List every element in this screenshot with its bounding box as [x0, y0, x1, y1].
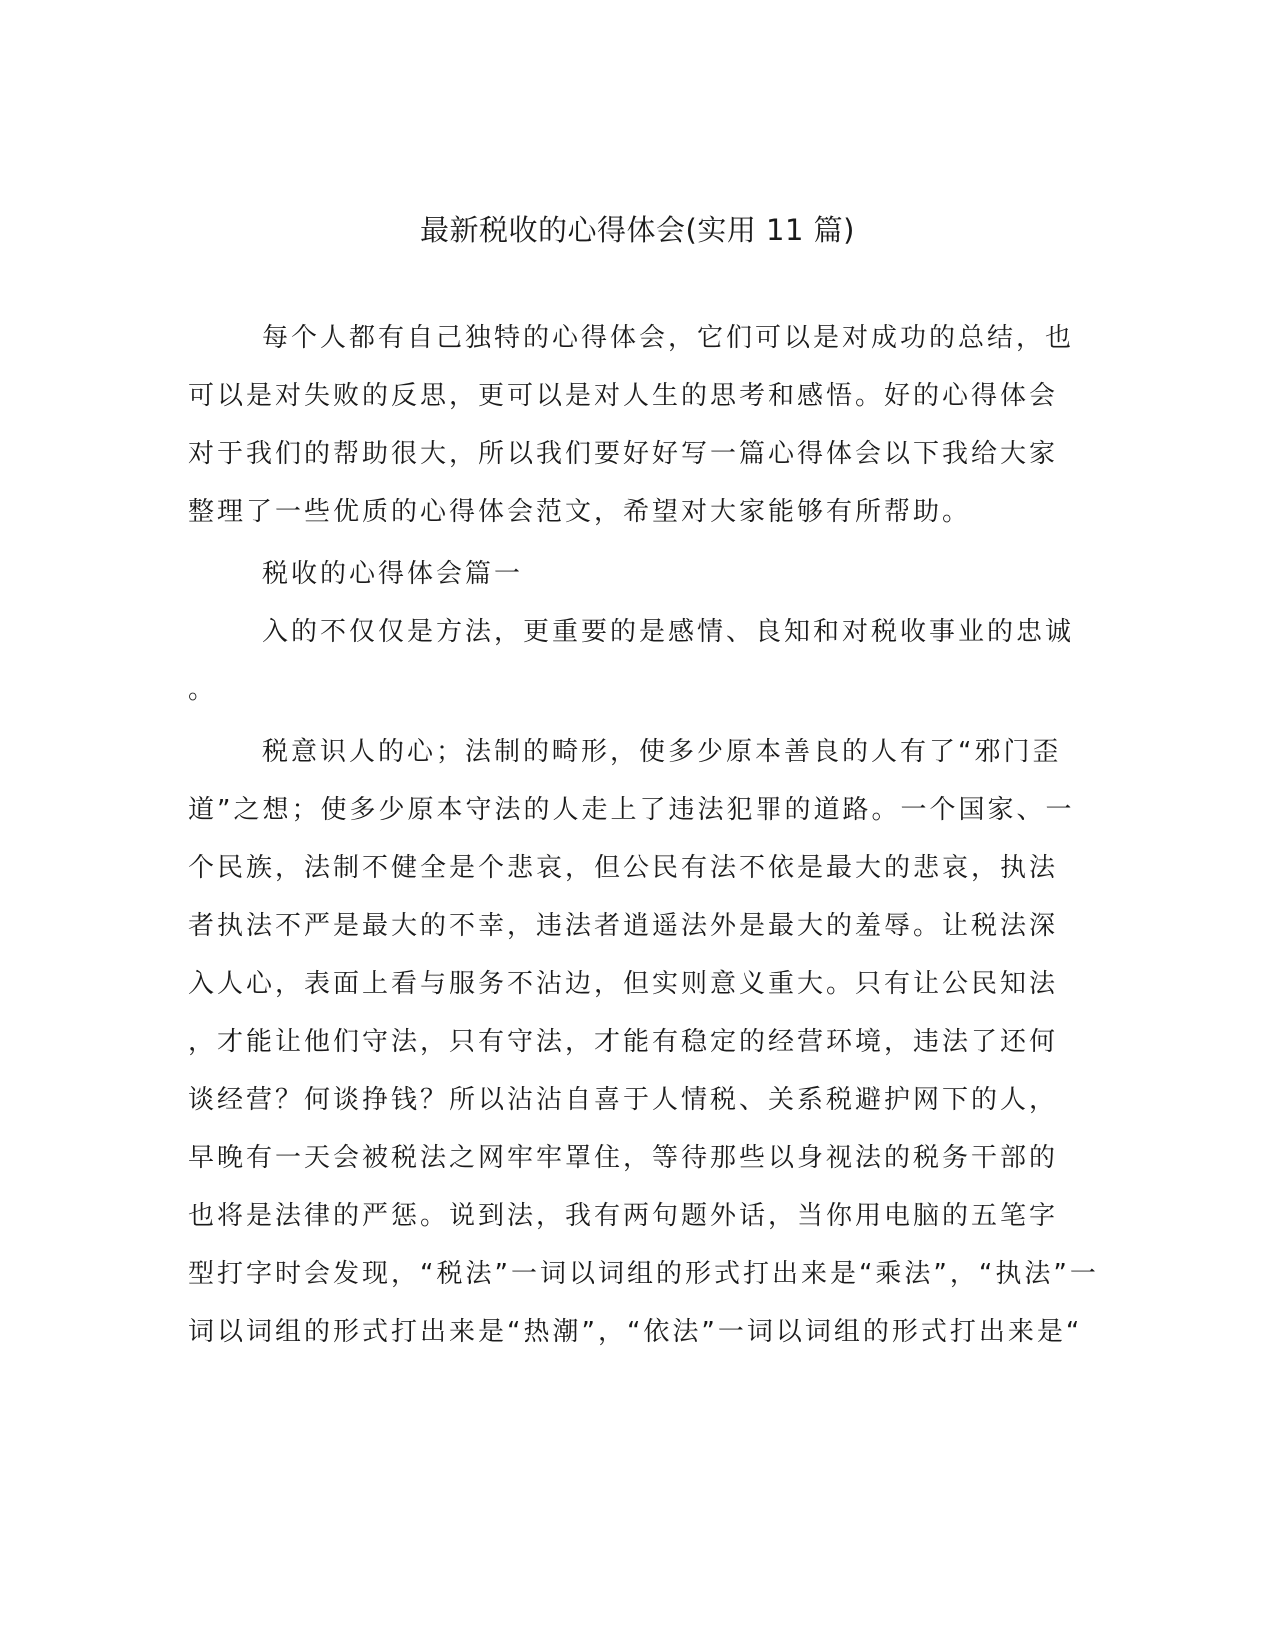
paragraph-line: 早晚有一天会被税法之网牢牢罩住，等待那些以身视法的税务干部的: [188, 1143, 1059, 1173]
paragraph-line: 者执法不严是最大的不幸，违法者逍遥法外是最大的羞辱。让税法深: [188, 911, 1059, 941]
paragraph-line: 词以词组的形式打出来是“热潮”，“依法”一词以词组的形式打出来是“: [188, 1317, 1083, 1347]
paragraph-line: 入的不仅仅是方法，更重要的是感情、良知和对税收事业的忠诚: [262, 617, 1075, 647]
paragraph-line: 个民族，法制不健全是个悲哀，但公民有法不依是最大的悲哀，执法: [188, 853, 1059, 883]
paragraph-line: 可以是对失败的反思，更可以是对人生的思考和感悟。好的心得体会: [188, 381, 1059, 411]
paragraph-line: 型打字时会发现，“税法”一词以词组的形式打出来是“乘法”，“执法”一: [188, 1259, 1099, 1289]
paragraph-line: 谈经营？何谈挣钱？所以沾沾自喜于人情税、关系税避护网下的人，: [188, 1085, 1059, 1115]
document-title: 最新税收的心得体会(实用 11 篇): [420, 213, 855, 247]
paragraph-line: 。: [188, 675, 218, 705]
section-heading: 税收的心得体会篇一: [262, 559, 524, 589]
paragraph-line: 道”之想；使多少原本守法的人走上了违法犯罪的道路。一个国家、一: [188, 795, 1075, 825]
paragraph-line: 税意识人的心；法制的畸形，使多少原本善良的人有了“邪门歪: [262, 737, 1062, 767]
paragraph-line: 入人心，表面上看与服务不沾边，但实则意义重大。只有让公民知法: [188, 969, 1059, 999]
paragraph-line: 对于我们的帮助很大，所以我们要好好写一篇心得体会以下我给大家: [188, 439, 1059, 469]
paragraph-line: ，才能让他们守法，只有守法，才能有稳定的经营环境，违法了还何: [188, 1027, 1059, 1057]
paragraph-line: 也将是法律的严惩。说到法，我有两句题外话，当你用电脑的五笔字: [188, 1201, 1059, 1231]
paragraph-line: 整理了一些优质的心得体会范文，希望对大家能够有所帮助。: [188, 497, 972, 527]
paragraph-line: 每个人都有自己独特的心得体会，它们可以是对成功的总结，也: [262, 323, 1075, 353]
